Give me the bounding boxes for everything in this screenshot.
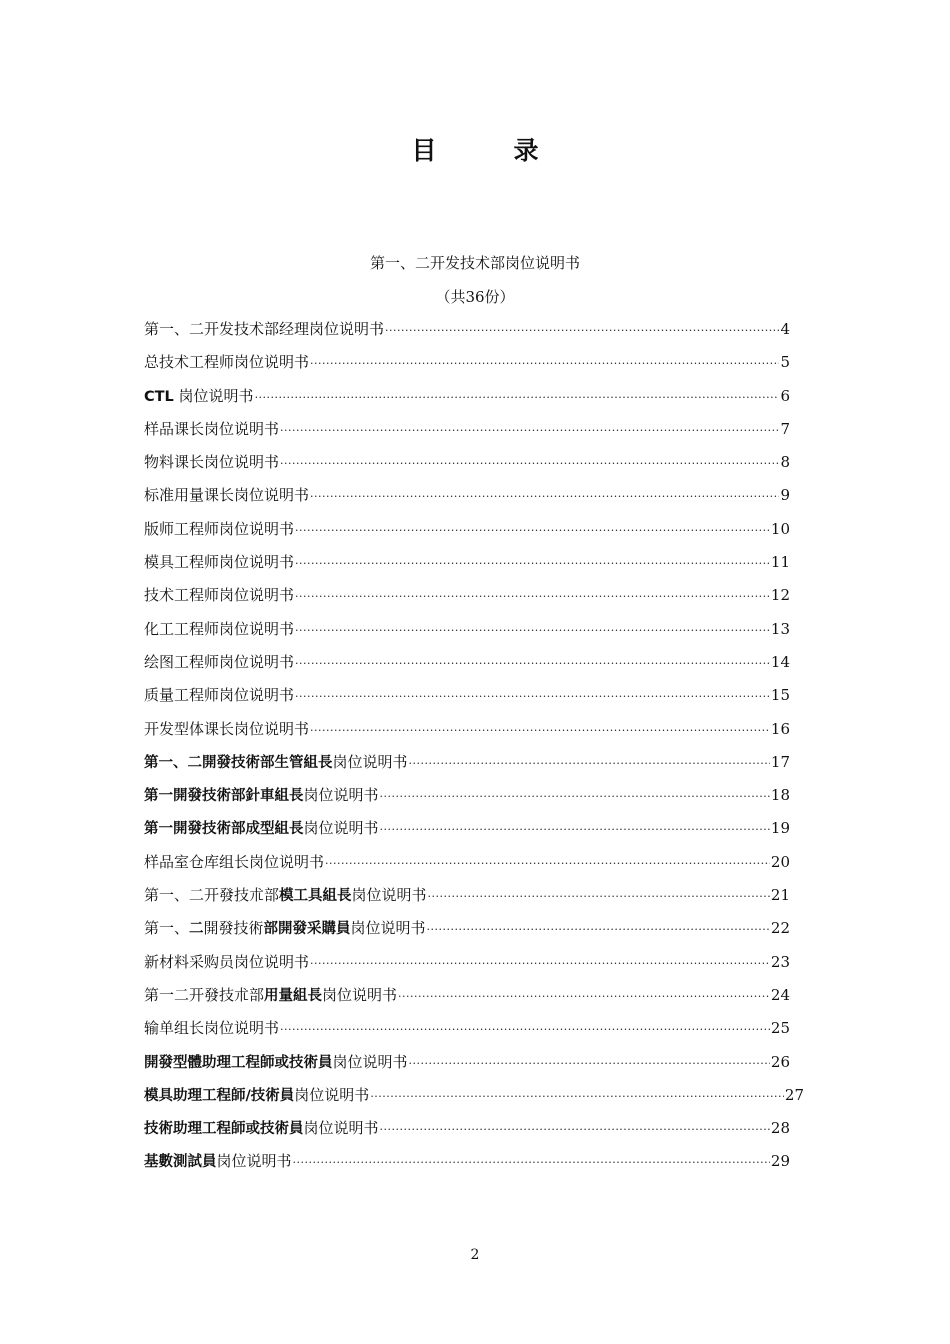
toc-entry-title-part: 第一、二开发技术部经理岗位说明书 <box>144 320 385 338</box>
toc-dot-leader <box>295 686 770 708</box>
toc-entry-title-part: 用量組長 <box>264 987 323 1004</box>
toc-entry-title-part: 第一、二開發技術部生管組長 <box>144 754 333 771</box>
toc-entry-title-part: 開發技術 <box>203 919 264 938</box>
toc-dot-leader <box>310 353 779 375</box>
toc-entry-title-part: 第一、二开發技朮部 <box>144 886 280 905</box>
toc-entry-title <box>144 385 254 408</box>
toc-entry-title-part: 岗位说明书 <box>350 919 426 938</box>
toc-entry-page: 16 <box>770 719 790 738</box>
table-of-contents <box>144 318 804 1184</box>
toc-entry-page: 12 <box>770 586 790 605</box>
toc-entry-page: 20 <box>770 852 790 871</box>
toc-entry-title <box>144 817 379 840</box>
toc-dot-leader <box>280 453 779 475</box>
toc-dot-leader <box>428 886 770 908</box>
toc-entry-title <box>144 884 427 907</box>
toc-dot-leader <box>409 753 770 775</box>
toc-entry-title <box>144 618 294 640</box>
toc-dot-leader <box>398 986 770 1008</box>
toc-entry-page: 15 <box>770 686 790 705</box>
toc-entry[interactable] <box>144 451 790 484</box>
toc-entry-title-part: 二 <box>189 921 204 938</box>
toc-dot-leader <box>295 586 770 608</box>
toc-entry-title-part: 新材料采购员岗位说明书 <box>144 952 310 971</box>
toc-entry[interactable] <box>144 1117 790 1150</box>
toc-entry-title <box>144 351 309 373</box>
toc-entry-title-part: 岗位说明书 <box>351 886 427 905</box>
toc-entry[interactable] <box>144 551 790 584</box>
toc-entry-title <box>144 518 294 540</box>
toc-entry[interactable] <box>144 751 790 784</box>
toc-entry-title-part: 化工工程师岗位说明书 <box>144 619 295 638</box>
toc-entry-title-part: 部開發采購員 <box>263 921 351 938</box>
toc-entry-page: 11 <box>770 553 790 572</box>
toc-entry-page: 21 <box>770 886 790 905</box>
toc-entry-title-part: 质量工程师岗位说明书 <box>144 686 295 705</box>
toc-entry[interactable] <box>144 651 790 684</box>
toc-entry[interactable] <box>144 418 790 451</box>
toc-entry[interactable] <box>144 884 790 917</box>
toc-entry[interactable] <box>144 784 790 817</box>
toc-dot-leader <box>380 786 770 808</box>
toc-entry[interactable] <box>144 917 790 950</box>
toc-entry-title <box>144 718 309 740</box>
toc-dot-leader <box>310 720 770 742</box>
toc-dot-leader <box>295 520 770 542</box>
toc-entry-title-part: 模工具組長 <box>279 888 352 905</box>
toc-entry-page: 9 <box>780 486 790 505</box>
toc-dot-leader <box>293 1152 770 1174</box>
toc-entry-page: 24 <box>770 985 790 1004</box>
toc-entry-title-part: 物料课长岗位说明书 <box>144 453 280 472</box>
toc-entry-page: 10 <box>770 519 790 538</box>
toc-entry-page: 19 <box>770 819 790 838</box>
toc-dot-leader <box>370 1086 784 1108</box>
toc-entry[interactable] <box>144 817 790 850</box>
toc-dot-leader <box>310 486 779 508</box>
toc-entry-title-part: 标准用量课长岗位说明书 <box>144 486 310 505</box>
toc-dot-leader <box>280 420 779 442</box>
toc-entry-title <box>144 917 426 940</box>
toc-entry-title-part: 岗位说明书 <box>303 786 379 805</box>
toc-entry-title-part: 样品课长岗位说明书 <box>144 419 280 438</box>
toc-entry-title-part: 样品室仓库组长岗位说明书 <box>144 852 325 871</box>
toc-entry-title-part: 总技术工程师岗位说明书 <box>144 353 310 372</box>
toc-dot-leader <box>427 919 770 941</box>
toc-entry-page: 17 <box>770 752 790 771</box>
toc-entry-title <box>144 1117 379 1140</box>
toc-dot-leader <box>295 620 770 642</box>
toc-dot-leader <box>255 387 780 409</box>
toc-entry-title <box>144 784 379 807</box>
toc-entry-title-part: 开发型体课长岗位说明书 <box>144 719 310 738</box>
toc-entry-title <box>144 1017 279 1039</box>
toc-entry-page: 23 <box>770 952 790 971</box>
toc-entry-page: 4 <box>780 320 790 338</box>
toc-dot-leader <box>409 1053 770 1075</box>
toc-entry[interactable] <box>144 718 790 751</box>
toc-entry-title-part: 输单组长岗位说明书 <box>144 1019 280 1038</box>
toc-entry-page: 27 <box>784 1085 804 1104</box>
toc-entry-title <box>144 418 279 440</box>
toc-dot-leader <box>280 1019 770 1041</box>
toc-entry-title-part: 岗位说明书 <box>332 752 408 771</box>
toc-entry-title <box>144 1084 369 1107</box>
toc-entry-page: 29 <box>770 1152 790 1171</box>
toc-entry-title <box>144 751 408 774</box>
toc-entry[interactable] <box>144 351 790 384</box>
toc-entry[interactable] <box>144 318 790 351</box>
toc-entry-page: 28 <box>770 1119 790 1138</box>
toc-entry-title-part: 第一開發技術部成型組長 <box>144 821 304 838</box>
toc-entry-title <box>144 651 294 673</box>
toc-entry-page: 7 <box>780 419 790 438</box>
toc-entry[interactable] <box>144 618 790 651</box>
toc-entry-page: 26 <box>770 1052 790 1071</box>
toc-entry-title-part: 绘图工程师岗位说明书 <box>144 652 295 671</box>
toc-entry-title-part: 基數測試員 <box>144 1154 217 1171</box>
toc-entry-title-part: 第一開發技術部針車組長 <box>144 788 304 805</box>
toc-entry-title-part: 開發型體助理工程師或技術員 <box>144 1054 333 1071</box>
toc-entry-title-part: 技術助理工程師或技術員 <box>144 1121 304 1138</box>
toc-entry[interactable] <box>144 385 790 418</box>
toc-entry-page: 25 <box>770 1019 790 1038</box>
toc-entry-title-part: 岗位说明书 <box>303 1119 379 1138</box>
toc-entry-title <box>144 584 294 606</box>
toc-dot-leader <box>325 853 770 875</box>
toc-entry-title <box>144 1150 292 1173</box>
toc-entry-page: 22 <box>770 919 790 938</box>
toc-entry-title <box>144 984 397 1007</box>
toc-entry-title-part: 岗位说明书 <box>322 985 398 1004</box>
toc-entry-title-part: 岗位说明书 <box>332 1052 408 1071</box>
document-count: （共36份） <box>435 288 515 306</box>
toc-entry-title <box>144 951 309 973</box>
toc-entry[interactable] <box>144 951 790 984</box>
toc-entry-page: 14 <box>770 652 790 671</box>
toc-entry[interactable] <box>144 484 790 517</box>
toc-dot-leader <box>310 953 770 975</box>
toc-dot-leader <box>380 819 770 841</box>
toc-entry-title-part: 模具工程师岗位说明书 <box>144 553 295 572</box>
toc-entry-title <box>144 451 279 473</box>
toc-entry-title <box>144 851 324 873</box>
page-number: 2 <box>470 1247 480 1263</box>
toc-dot-leader <box>380 1119 770 1141</box>
toc-entry[interactable] <box>144 1150 790 1183</box>
toc-entry[interactable] <box>144 984 790 1017</box>
toc-entry-title-part: 第一二开發技朮部 <box>144 985 265 1004</box>
toc-entry-title-part: 模具助理工程師/技術員 <box>144 1087 295 1104</box>
toc-entry[interactable] <box>144 1051 790 1084</box>
toc-entry[interactable] <box>144 684 790 717</box>
toc-entry-page: 8 <box>780 453 790 472</box>
toc-entry[interactable] <box>144 1084 804 1117</box>
toc-entry[interactable] <box>144 518 790 551</box>
toc-dot-leader <box>295 553 770 575</box>
toc-entry-title <box>144 484 309 506</box>
toc-entry-title-part: 岗位说明书 <box>173 386 254 405</box>
toc-entry-title-part: 第一、 <box>144 919 190 938</box>
toc-entry-title <box>144 551 294 573</box>
toc-dot-leader <box>385 320 779 342</box>
toc-entry[interactable] <box>144 851 790 884</box>
toc-entry-title <box>144 1051 408 1074</box>
toc-entry-title-part: 岗位说明书 <box>216 1152 292 1171</box>
toc-entry-title-part: 岗位说明书 <box>294 1085 370 1104</box>
toc-entry-title-part: CTL <box>144 388 174 405</box>
toc-entry[interactable] <box>144 1017 790 1050</box>
toc-entry-page: 13 <box>770 619 790 638</box>
section-subtitle: 第一、二开发技术部岗位说明书 <box>369 254 580 272</box>
toc-entry[interactable] <box>144 584 790 617</box>
toc-entry-page: 6 <box>780 386 790 405</box>
toc-entry-title-part: 岗位说明书 <box>303 819 379 838</box>
toc-entry-page: 5 <box>780 353 790 372</box>
toc-entry-title <box>144 684 294 706</box>
toc-entry-title-part: 版师工程师岗位说明书 <box>144 519 295 538</box>
toc-entry-title-part: 技术工程师岗位说明书 <box>144 586 295 605</box>
toc-dot-leader <box>295 653 770 675</box>
toc-entry-title <box>144 318 384 340</box>
page-title: 目 录 <box>411 136 565 165</box>
toc-entry-page: 18 <box>770 786 790 805</box>
